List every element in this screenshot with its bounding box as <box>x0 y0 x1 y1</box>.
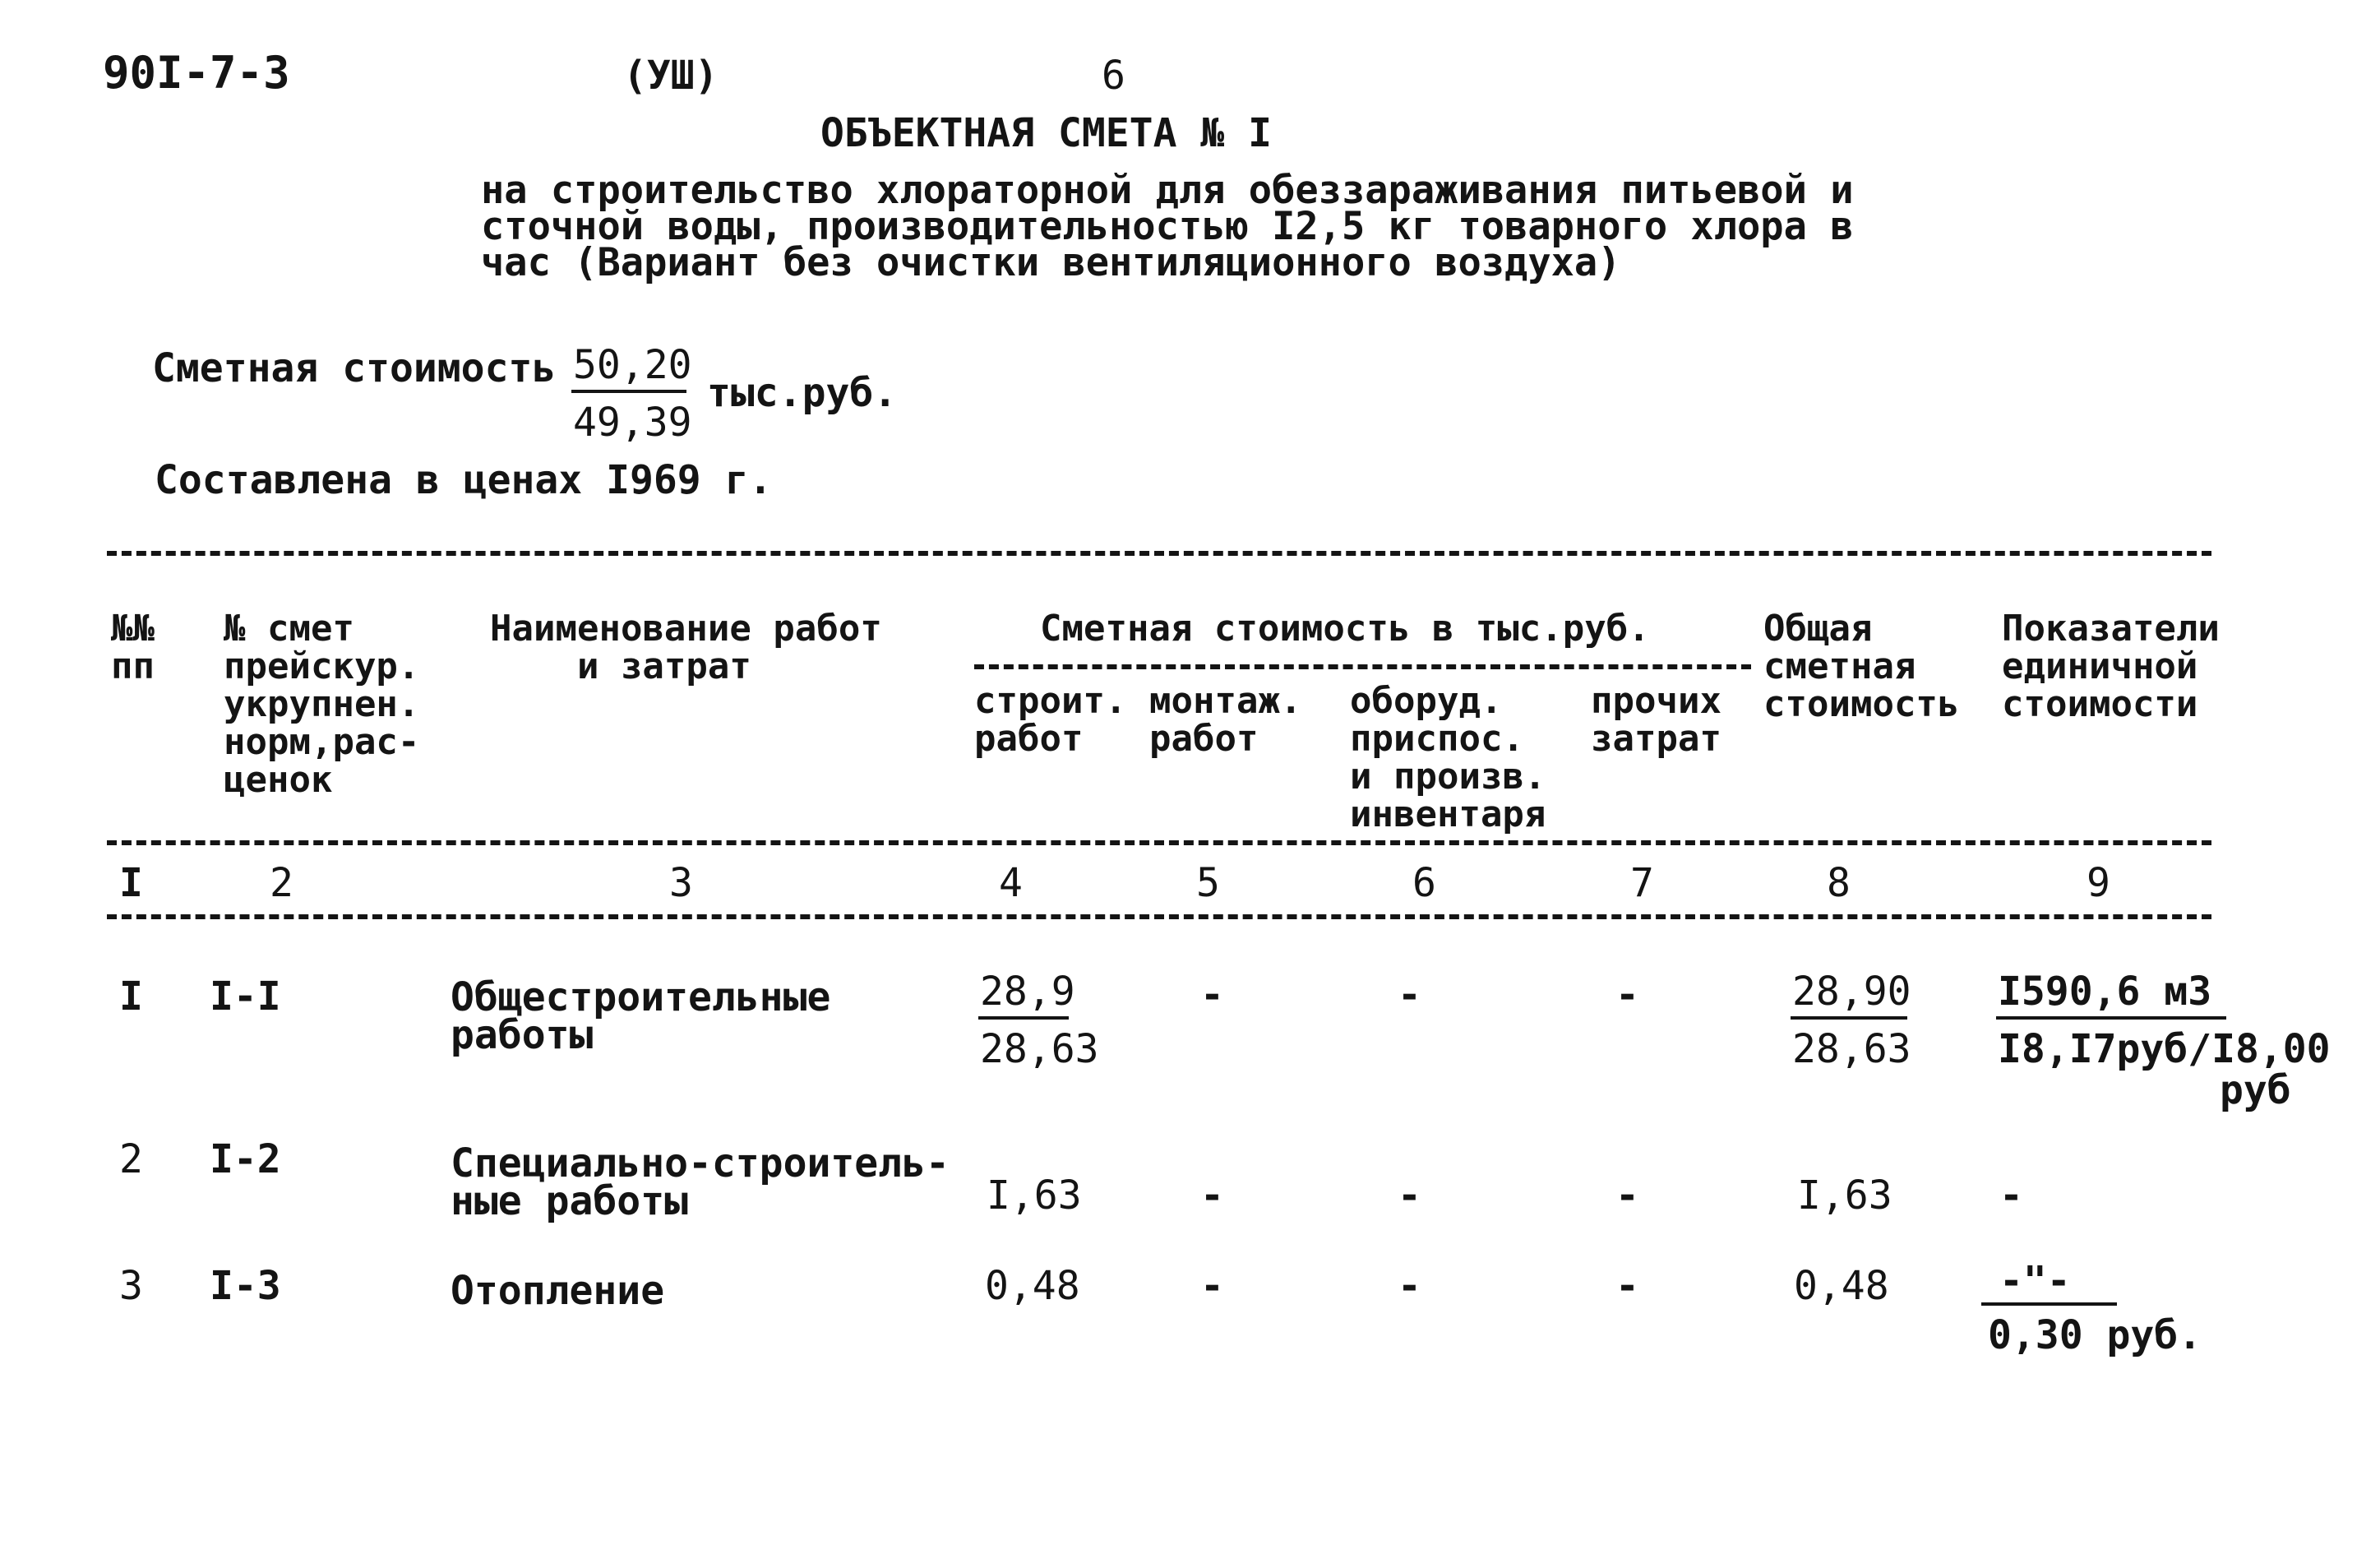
build-cost-denominator: 28,63 <box>980 1026 1099 1072</box>
row-name-line: ные работы <box>451 1178 688 1224</box>
equipment-cost: - <box>1398 972 1421 1018</box>
header-line: строит. <box>974 680 1127 722</box>
header-col-2 <box>224 610 419 799</box>
table-top-rule <box>107 551 2211 556</box>
header-col-9 <box>2002 610 2220 724</box>
row-name-line: Общестроительные <box>451 974 831 1020</box>
cost-label: Сметная стоимость <box>152 345 557 391</box>
header-col-7 <box>1591 682 1721 758</box>
header-line: ценок <box>224 759 333 801</box>
column-number: 4 <box>999 860 1023 906</box>
header-line: единичной <box>2002 645 2198 687</box>
header-line: норм,рас- <box>224 721 420 763</box>
cost-fraction-line <box>571 390 686 393</box>
row-name-line: работы <box>451 1012 594 1058</box>
header-line: прочих <box>1591 680 1721 722</box>
header-line: Показатели <box>2002 608 2220 650</box>
column-number: 3 <box>669 860 693 906</box>
document-code: 90I-7-3 <box>103 47 290 99</box>
header-col-8 <box>1763 610 1959 724</box>
subtitle-line: на строительство хлораторной для обеззараживания питьевой и <box>481 168 1854 213</box>
row-number: I <box>119 974 143 1020</box>
other-cost: - <box>1615 972 1639 1018</box>
header-line: и произв. <box>1350 756 1546 798</box>
row-number: 3 <box>119 1263 143 1309</box>
column-number: 9 <box>2087 860 2110 906</box>
row-name <box>451 974 831 1058</box>
build-cost: 0,48 <box>985 1263 1080 1309</box>
subtitle-line: час (Вариант без очистки вентиляционного воздуха) <box>481 240 1621 285</box>
section-label: (УШ) <box>623 53 719 99</box>
row-name-line: Специально-строитель- <box>451 1140 950 1186</box>
page-number: 6 <box>1102 53 1125 99</box>
indicator-unit: руб <box>2220 1067 2291 1113</box>
equipment-cost: - <box>1398 1263 1421 1309</box>
column-number: 7 <box>1630 860 1654 906</box>
cost-numerator: 50,20 <box>573 342 692 388</box>
build-cost-numerator: 28,9 <box>980 969 1075 1015</box>
mount-cost: - <box>1200 972 1224 1018</box>
column-number: 6 <box>1412 860 1436 906</box>
indicator-fraction-line <box>1996 1016 2226 1020</box>
header-line: работ <box>974 718 1084 760</box>
total-cost: I,63 <box>1797 1172 1892 1219</box>
header-bottom-rule <box>107 840 2211 845</box>
row-code: I-I <box>210 974 281 1020</box>
build-cost-fraction-line <box>978 1016 1069 1020</box>
header-line: затрат <box>1591 718 1721 760</box>
indicator-numerator: I590,6 м3 <box>1998 969 2212 1015</box>
header-line: и затрат <box>490 645 751 687</box>
header-line: № смет <box>224 608 354 650</box>
column-number: I <box>119 860 143 906</box>
mount-cost: - <box>1200 1172 1224 1219</box>
header-line: приспос. <box>1350 718 1524 760</box>
cost-denominator: 49,39 <box>573 400 692 446</box>
column-number: 8 <box>1827 860 1851 906</box>
estimate-title: ОБЪЕКТНАЯ СМЕТА № I <box>820 110 1273 156</box>
indicator-denominator: I8,I7руб/I8,00 <box>1998 1026 2331 1072</box>
header-cost-group: Сметная стоимость в тыс.руб. <box>1040 608 1650 650</box>
prices-note: Составлена в ценах I969 г. <box>155 457 773 503</box>
row-name: Отопление <box>451 1268 665 1314</box>
header-line: укрупнен. <box>224 683 420 725</box>
header-line: №№ <box>111 608 155 650</box>
column-number: 2 <box>270 860 293 906</box>
header-line: пп <box>111 645 155 687</box>
indicator-fraction-line <box>1981 1302 2117 1306</box>
row-number: 2 <box>119 1136 143 1182</box>
total-cost-denominator: 28,63 <box>1792 1026 1911 1072</box>
column-numbers-rule <box>107 914 2211 919</box>
header-line: монтаж. <box>1149 680 1302 722</box>
row-code: I-3 <box>210 1263 281 1309</box>
subtitle-line: сточной воды, производительностью I2,5 кг товарного хлора в <box>481 204 1854 249</box>
header-line: стоимость <box>1763 683 1960 725</box>
header-col-5 <box>1149 682 1301 758</box>
other-cost: - <box>1615 1172 1639 1219</box>
indicator: - <box>1999 1172 2023 1219</box>
build-cost: I,63 <box>987 1172 1082 1219</box>
row-name <box>451 1140 950 1224</box>
total-cost: 0,48 <box>1794 1263 1889 1309</box>
header-group-rule <box>974 664 1751 669</box>
header-line: сметная <box>1763 645 1916 687</box>
header-col-3 <box>490 610 882 686</box>
header-col-1 <box>111 610 155 686</box>
header-line: Общая <box>1763 608 1873 650</box>
equipment-cost: - <box>1398 1172 1421 1219</box>
mount-cost: - <box>1200 1263 1224 1309</box>
header-line: инвентаря <box>1350 793 1546 835</box>
header-line: Наименование работ <box>490 608 882 650</box>
cost-unit: тыс.руб. <box>707 370 898 416</box>
header-line: стоимости <box>2002 683 2198 725</box>
header-col-4 <box>974 682 1126 758</box>
column-number: 5 <box>1196 860 1220 906</box>
other-cost: - <box>1615 1263 1639 1309</box>
total-cost-numerator: 28,90 <box>1792 969 1911 1015</box>
indicator-denominator: 0,30 руб. <box>1988 1312 2202 1358</box>
header-line: работ <box>1149 718 1259 760</box>
header-col-6 <box>1350 682 1546 834</box>
indicator-numerator: -"- <box>1999 1258 2071 1304</box>
header-line: оборуд. <box>1350 680 1503 722</box>
total-cost-fraction-line <box>1791 1016 1907 1020</box>
row-code: I-2 <box>210 1136 281 1182</box>
header-line: прейскур. <box>224 645 420 687</box>
